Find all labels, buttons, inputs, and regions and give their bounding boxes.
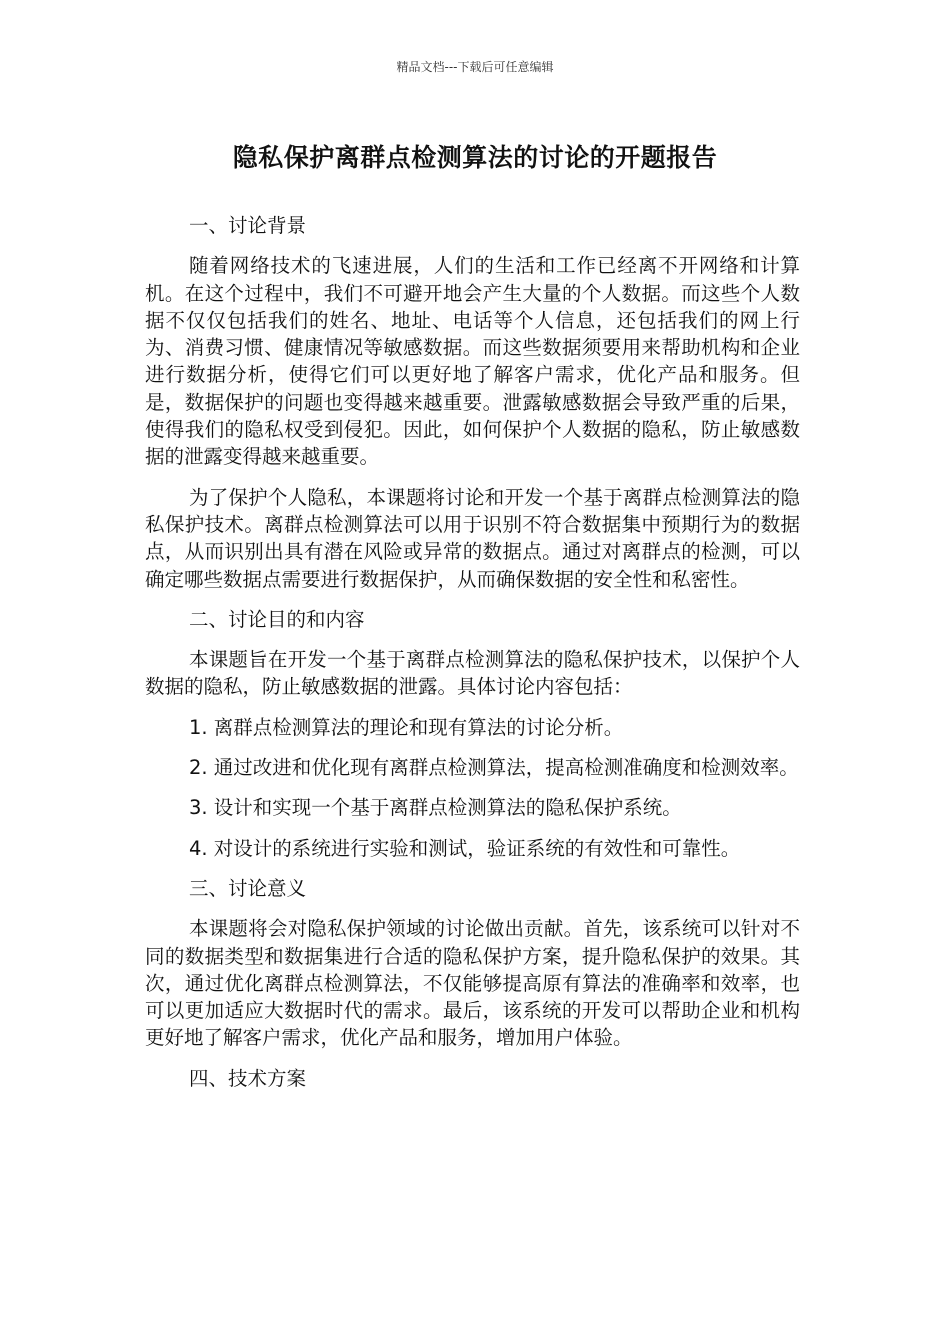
paragraph: 本课题将会对隐私保护领域的讨论做出贡献。首先，该系统可以针对不同的数据类型和数据集进行合适的隐私保护方案，提升隐私保护的效果。其次，通过优化离群点检测算法，不仅能够提高原有算法的准确率和效率，也可以更加适应大数据时代的需求。最后，该系统的开发可以帮助企业和机构更好地了解客户需求，优化产品和服务，增加用户体验。 <box>145 917 800 1050</box>
section-heading: 四、技术方案 <box>189 1066 307 1090</box>
paragraph: 本课题旨在开发一个基于离群点检测算法的隐私保护技术，以保护个人数据的隐私，防止敏感数据的泄露。具体讨论内容包括： <box>145 648 800 699</box>
section-heading: 二、讨论目的和内容 <box>189 607 365 631</box>
list-item: 1. 离群点检测算法的理论和现有算法的讨论分析。 <box>189 715 624 739</box>
list-item: 4. 对设计的系统进行实验和测试，验证系统的有效性和可靠性。 <box>189 836 741 860</box>
paragraph: 随着网络技术的飞速进展，人们的生活和工作已经离不开网络和计算机。在这个过程中，我们不可避开地会产生大量的个人数据。而这些个人数据不仅仅包括我们的姓名、地址、电话等个人信息，还包括我们的网上行为、消费习惯、健康情况等敏感数据。而这些数据须要用来帮助机构和企业进行数据分析，使得它们可以更好地了解客户需求，优化产品和服务。但是，数据保护的问题也变得越来越重要。泄露敏感数据会导致严重的后果，使得我们的隐私权受到侵犯。因此，如何保护个人数据的隐私，防止敏感数据的泄露变得越来越重要。 <box>145 254 800 469</box>
page-header: 精品文档---下载后可任意编辑 <box>396 60 554 74</box>
section-heading: 三、讨论意义 <box>189 876 307 900</box>
document-body <box>145 212 800 1105</box>
document-title: 隐私保护离群点检测算法的讨论的开题报告 <box>232 143 718 172</box>
section-heading: 一、讨论背景 <box>189 214 307 237</box>
list-item: 2. 通过改进和优化现有离群点检测算法，提高检测准确度和检测效率。 <box>189 756 799 780</box>
list-item: 3. 设计和实现一个基于离群点检测算法的隐私保护系统。 <box>189 796 682 820</box>
paragraph: 为了保护个人隐私，本课题将讨论和开发一个基于离群点检测算法的隐私保护技术。离群点检测算法可以用于识别不符合数据集中预期行为的数据点，从而识别出具有潜在风险或异常的数据点。通过对离群点的检测，可以确定哪些数据点需要进行数据保护，从而确保数据的安全性和私密性。 <box>145 485 800 591</box>
